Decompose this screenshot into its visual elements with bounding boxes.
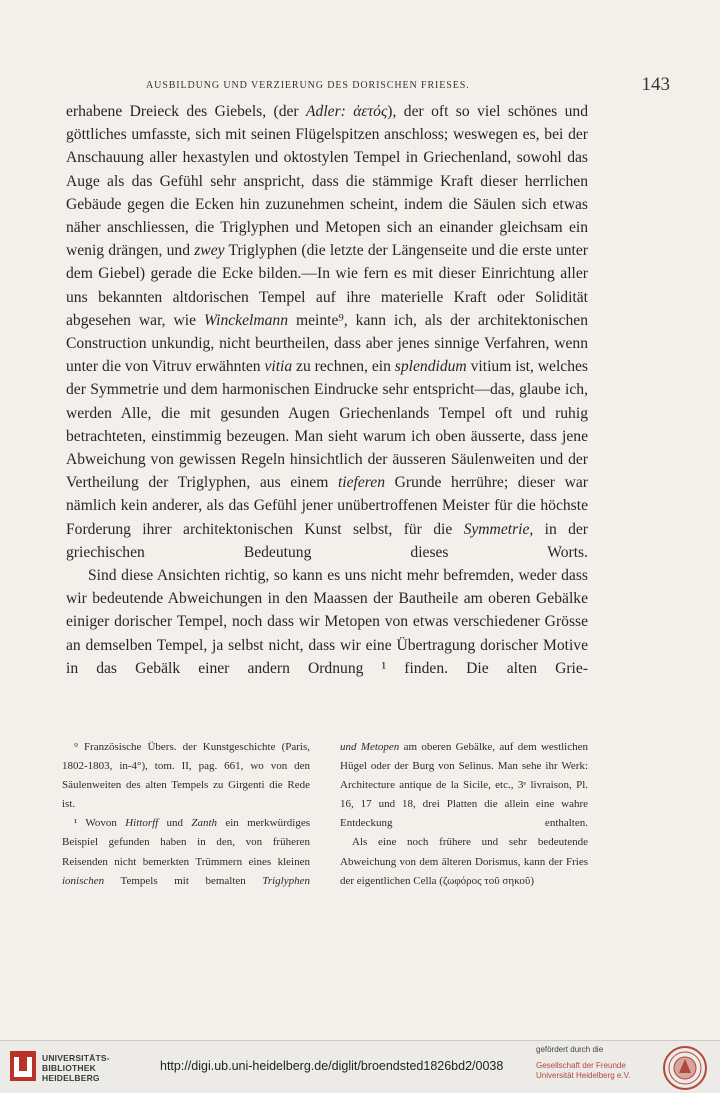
footnote-1: ¹ Wovon Hittorff und Zanth ein merkwürdiges Beispiel gefunden haben in den, von früheren Reisenden nicht bemerkten Trümmern eines kleinen ionischen Tempels mit bemalten Triglyphen: [62, 817, 311, 887]
university-seal-icon: [662, 1045, 708, 1091]
page-header: [88, 74, 680, 98]
footnotes: [62, 738, 589, 887]
paragraph-1: erhabene Dreieck des Giebels, (der Adler: ἀετός), der oft so viel schönes und göttliches umfasste, sich mit seinen Flügelspitzen anschloss; weswegen es, bei der Anschauung aller hexastylen und oktostylen Tempel in Griechenland, sowohl das Auge als das Gefühl sehr anspricht, dass die stämmige Kraft dieser herrlichen Gebäude gegen die Ecken hin zuzunehmen scheint, indem die Säulen sich etwas näher anschliessen, die Triglyphen und Metopen sich an einander gleichsam ein wenig drängen, und zwey Triglyphen (die letzte der Längenseite und die erste unter dem Giebel) gerade die Ecke bilden.—In wie fern es mit dieser Einrichtung aller uns bekannten altdorischen Tempel auf ihre materielle Kraft oder Solidität abgesehen war, wie Winckelmann meinte⁹, kann ich, als der architektonischen Construction unkundig, nicht beurtheilen, dass aber jenes sinnige Verfahren, wenn unter die von Vitruv erwähnten vitia zu rechnen, ein splendidum vitium ist, welches der Symmetrie und dem harmonischen Eindrucke sehr entspricht—das, glaube ich, werden Alle, die mit gesunden Augen Griechenlands Tempel oft und ruhig betrachteten, einstimmig bezeugen. Man sieht warum ich oben äusserte, dass jene Abweichung von gewissen Regeln hinsichtlich der äusseren Säulenweiten und der Vertheilung der Triglyphen, aus einem tieferen Grunde herrühre; dieser war nämlich kein anderer, als das Gefühl jener unübertroffenen Meister für die höchste Forderung ihrer architektonischen Kunst selbst, für die Symmetrie, in der griechischen Bedeutung dieses Worts.: [66, 103, 588, 561]
footnotes-left-column: [62, 738, 310, 891]
sponsor-credit: gefördert durch die Gesellschaft der Freunde Universität Heidelberg e.V.: [536, 1045, 631, 1080]
page-number: 143: [641, 74, 670, 95]
paragraph-2: Sind diese Ansichten richtig, so kann es uns nicht mehr befremden, weder dass wir bedeutende Abweichungen in den Maassen der Bautheile am oberen Gebälke einiger dorischer Tempel, noch dass wir Metopen von etwas verschiedener Grösse an demselben Tempel, ja selbst nicht, dass wir eine Übertragung dorischer Motive in das Gebälk einer andern Ordnung ¹ finden. Die alten Grie-: [66, 567, 588, 677]
footnote-1-continued: und Metopen am oberen Gebälke, auf dem westlichen Hügel oder der Burg von Selinus. Man sehe ihr Werk: Architecture antique de la Sicile, etc., 3ᵉ livraison, Pl. 16, 17 und 18, drei Platten die allein eine wahre Entdeckung enthalten.: [340, 741, 589, 830]
running-head: AUSBILDUNG UND VERZIERUNG DES DORISCHEN FRIESES.: [146, 80, 470, 91]
library-name: UNIVERSITÄTS- BIBLIOTHEK HEIDELBERG: [42, 1053, 110, 1083]
body-text: [66, 100, 588, 680]
footnote-1-second-paragraph: Als eine noch frühere und sehr bedeutende Abweichung von dem älteren Dorismus, kann der Fries der eigentlichen Cella (ζωφόρος τοῦ σηκοῦ): [340, 836, 588, 887]
permalink-url[interactable]: http://digi.ub.uni-heidelberg.de/diglit/broendsted1826bd2/0038: [160, 1059, 504, 1073]
ub-heidelberg-logo-icon: [8, 1049, 38, 1083]
footnote-9: ⁹ Französische Übers. der Kunstgeschichte (Paris, 1802-1803, in-4°), tom. II, pag. 661, wo von den Säulenweiten des alten Tempels zu Girgenti die Rede ist.: [62, 741, 310, 811]
footer-bar: [0, 1040, 720, 1093]
footnotes-right-column: [340, 738, 588, 891]
